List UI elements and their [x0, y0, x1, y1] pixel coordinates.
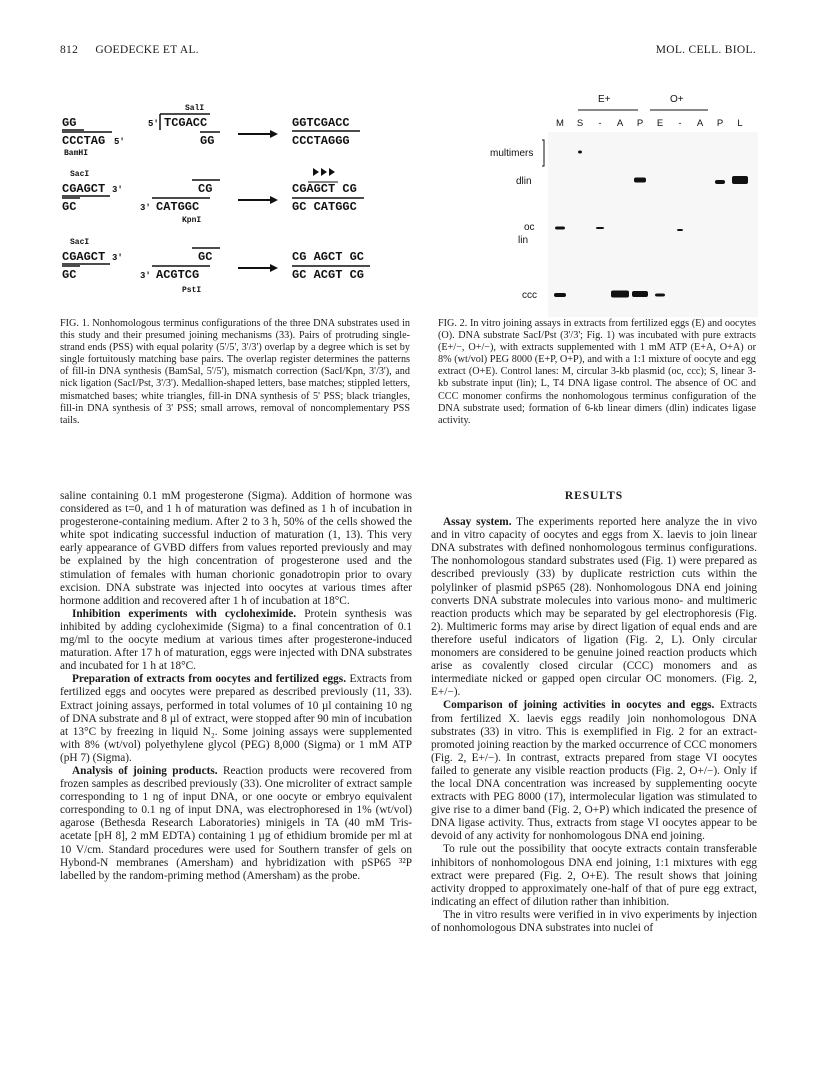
- gel-band: [554, 293, 566, 297]
- lane-label: A: [696, 118, 704, 129]
- left-paragraph-3: Extracts from fertilized eggs and oocytes were prepared as described previously (11, 33). Extract joining assays, performed in total volumes of 10 µl containing 10 ng of DNA substrate and 8 µl of extract, were stopped after 90 min of incubation at 13°C by freezing in liquid N₂. Some joining assays were supplemented with 8% (wt/vol) polyethylene glycol (PEG) 8,000 (Sigma) or 1 mM ATP (pH 7) (Sigma).: [60, 673, 412, 764]
- heading-cycloheximide: Inhibition experiments with cycloheximide.: [72, 607, 297, 620]
- lane-label: P: [716, 118, 724, 129]
- figure-1-diagram: [60, 100, 410, 300]
- lane-label: -: [598, 118, 602, 129]
- left-column: [60, 490, 412, 883]
- right-paragraph-1: The experiments reported here analyze the in vivo and in vitro capacity of oocytes and eggs from X. laevis to join linear DNA substrates with defined nonhomologous terminus configurations. The nonhomologous standard substrates used (Fig. 1) were prepared as described previously (33) by duplicate restriction cuts within the polylinker of plasmid pSP65 (28). Nonhomologous DNA end joining converts DNA substrate molecules into various mono- and multimeric reaction products which may be separated by gel electrophoresis (Fig. 2). Multimeric forms may arise by direct ligation of equal ends and are therefore useful indicators of ligation (Fig. 2, L). Only circular monomers are considered to be genuine joined reaction products which arise as covalently closed circular (CCC) monomers and as intermediate nicked or gapped open circular OC monomers. (Fig. 2, E+/−).: [431, 516, 757, 699]
- r2-left-top-pss: CG: [198, 182, 213, 196]
- gel-band: [732, 176, 748, 184]
- enzyme-kpni-label: KpnI: [182, 216, 202, 225]
- gel-band: [611, 291, 629, 298]
- band-label-oc: oc: [524, 222, 535, 233]
- lane-label: M: [556, 118, 564, 129]
- lane-label: P: [636, 118, 644, 129]
- heading-assay-system: Assay system.: [443, 516, 512, 529]
- running-authors: GOEDECKE ET AL.: [95, 44, 199, 56]
- r1-left-top-pss: TCGACC: [164, 116, 208, 130]
- r2-left-top: CGAGCT: [62, 182, 106, 196]
- gel-panel: [548, 132, 758, 317]
- enzyme-bamhi-label: BamHI: [64, 149, 89, 158]
- r1-left-bottom-pss: GG: [200, 134, 215, 148]
- gel-band: [677, 229, 683, 231]
- figure-2-gel: [490, 90, 790, 320]
- group-label-o: O+: [670, 94, 684, 105]
- lane-label: A: [616, 118, 624, 129]
- enzyme-sali-label: SalI: [185, 104, 205, 113]
- enzyme-saci-label: SacI: [70, 170, 90, 179]
- running-header-left: [60, 44, 199, 56]
- r2-left-bottom: GC: [62, 200, 77, 214]
- figure-2-caption: FIG. 2. In vitro joining assays in extracts from fertilized eggs (E) and oocytes (O). DNA substrate SacI/Pst (3'/3'; Fig. 1) was incubated with pure extracts (E+/−, O+/−), with extracts supplemented with 1 mM ATP (E+A, O+A) or 8% (wt/vol) PEG 8000 (E+P, O+P), and with a 1:1 mixture of oocyte and egg extract (O+E). Control lanes: M, circular 3-kb plasmid (oc, ccc); S, linear 3-kb substrate input (lin); L, T4 DNA ligase control. The absence of OC and CCC monomer confirms the nonhomologous terminus configuration of the DNA substrate used; formation of 6-kb linear dimers (dlin) indicates ligase activity.: [438, 318, 756, 426]
- section-heading-results: RESULTS: [564, 490, 624, 502]
- gel-band: [555, 227, 565, 230]
- r2-left-bottom-end: 3': [140, 203, 151, 213]
- r1-left-bottom: CCCTAG: [62, 134, 106, 148]
- gel-band: [634, 178, 646, 183]
- r1-right-top: GGTCGACC: [292, 116, 350, 130]
- r1-left-top-end: 5': [148, 119, 159, 129]
- r1-left-top: GG: [62, 116, 77, 130]
- gel-band: [715, 180, 725, 184]
- r3-right-top: CG AGCT GC: [292, 250, 365, 264]
- lane-label: S: [576, 118, 584, 129]
- band-label-ccc: ccc: [522, 290, 537, 301]
- band-label-dlin: dlin: [516, 176, 532, 187]
- r3-left-bottom-pss: ACGTCG: [156, 268, 200, 282]
- left-paragraph-2: Protein synthesis was inhibited by adding cycloheximide (Sigma) to a final concentration of 0.1 mg/ml to the oocyte medium at various times after progesterone-induced maturation. After 17 h of maturation, eggs were injected with DNA substrates and incubated for 1 h at 18°C.: [60, 607, 412, 673]
- heading-analysis: Analysis of joining products.: [72, 764, 218, 777]
- r2-right-bottom: GC CATGGC: [292, 200, 357, 214]
- right-paragraph-4: The in vitro results were verified in in vivo experiments by injection of nonhomologous DNA substrates into nuclei of: [431, 908, 757, 934]
- running-journal: MOL. CELL. BIOL.: [655, 44, 756, 56]
- lane-label: L: [737, 118, 743, 129]
- r3-left-top-end: 3': [112, 253, 123, 263]
- gel-band: [632, 291, 648, 297]
- right-paragraph-2: Extracts from fertilized X. laevis eggs readily join nonhomologous DNA substrates (33) in vitro. This is exemplified in Fig. 2 for an extract-promoted joining reaction by the marked occurrence of CCC monomers (Fig. 2, E+/−). In contrast, extracts prepared from stage VI oocytes failed to generate any visible reaction products (Fig. 2, O+/−). Only if the local DNA concentration was increased by supplementing oocyte extracts with PEG 8000 (17), intermolecular ligation was stimulated to give rise to a dimer band (Fig. 2, O+P) which indicated the presence of DNA ligase activity. Thus, extracts from stage VI oocytes appear to be devoid of any activity for nonhomologous DNA end joining.: [431, 699, 758, 843]
- left-paragraph-1: saline containing 0.1 mM progesterone (Sigma). Addition of hormone was considered as t=0, and 1 h of maturation was defined as 1 h of incubation in progesterone-containing medium. After 2 to 3 h, 50% of the cells showed the white spot indicating successful induction of maturation (1, 13). This very early appearance of GVBD differs from values reported previously and may be explained by the high concentration of progesterone used and the stimulation of females with human chorionic gonadotropin prior to ovary excision. DNA substrate was injected into oocytes at various times after hormone addition and recovered after 1 h of incubation at 18°C.: [60, 490, 412, 607]
- r3-left-bottom-end: 3': [140, 271, 151, 281]
- lane-label: E: [656, 118, 664, 129]
- gel-band: [578, 151, 582, 154]
- r3-left-top-pss: GC: [198, 250, 213, 264]
- r2-left-bottom-pss: CATGGC: [156, 200, 200, 214]
- gel-band: [596, 227, 604, 229]
- figure-1-caption: FIG. 1. Nonhomologous terminus configurations of the three DNA substrates used in this study and their presumed joining mechanisms (33). Pairs of protruding single-strand ends (PSS) with equal polarity (5'/5', 3'/3') overlap by a degree which is set by single fortuitously matching base pairs. The overlap register determines the patterns of fill-in DNA synthesis (BamSal, 5'/5'), mismatch correction (SacI/Kpn, 3'/3'), and nick ligation (SacI/Pst, 3'/3'). Medallion-shaped letters, base matches; stippled letters, mismatched bases; white triangles, fill-in DNA synthesis of 5' PSS; black triangles, fill-in DNA synthesis of 3' PSS; small arrows, removal of noncomplementary PSS tails.: [60, 318, 410, 426]
- group-label-e: E+: [598, 94, 611, 105]
- heading-comparison: Comparison of joining activities in oocytes and eggs.: [443, 699, 715, 712]
- r3-right-bottom: GC ACGT CG: [292, 268, 365, 282]
- enzyme-saci-label-2: SacI: [70, 238, 90, 247]
- r2-right-top: CGAGCT CG: [292, 182, 357, 196]
- gel-band: [655, 294, 665, 297]
- band-label-multimers: multimers: [490, 148, 534, 159]
- lane-label: -: [678, 118, 682, 129]
- r3-left-top: CGAGCT: [62, 250, 106, 264]
- enzyme-psti-label: PstI: [182, 286, 202, 295]
- band-label-lin: lin: [518, 235, 529, 246]
- right-paragraph-3: To rule out the possibility that oocyte extracts contain transferable inhibitors of nonhomologous DNA end joining, 1:1 mixtures with egg extract were prepared (Fig. 2, O+E). The result shows that joining activity dropped to approximately one-half of that of pure egg extract, indicating an effect of dilution rather than inhibition.: [431, 843, 757, 908]
- page-number: 812: [60, 44, 79, 56]
- heading-preparation-extracts: Preparation of extracts from oocytes and fertilized eggs.: [72, 673, 347, 686]
- right-column: [431, 490, 757, 935]
- r1-left-bottom-end: 5': [114, 137, 125, 147]
- r2-left-top-end: 3': [112, 185, 123, 195]
- left-paragraph-4: Reaction products were recovered from frozen samples as described previously (33). One microliter of extract sample corresponding to 1 ng of input DNA, or one oocyte or embryo equivalent corresponding to 0.1 ng of input DNA, was electrophoresed in 1% (wt/vol) agarose (Bethesda Research Laboratories) minigels in TA (40 mM Tris-acetate [pH 8], 2 mM EDTA) containing 1 µg of ethidium bromide per ml at 10 V/cm. Standard procedures were used for Southern transfer of gels on Hybond-N membranes (Amersham) and hybridization with pSP65 ³²P labelled by the random-priming method (Amersham) as the probe.: [60, 764, 412, 882]
- r1-right-bottom: CCCTAGGG: [292, 134, 350, 148]
- r3-left-bottom: GC: [62, 268, 77, 282]
